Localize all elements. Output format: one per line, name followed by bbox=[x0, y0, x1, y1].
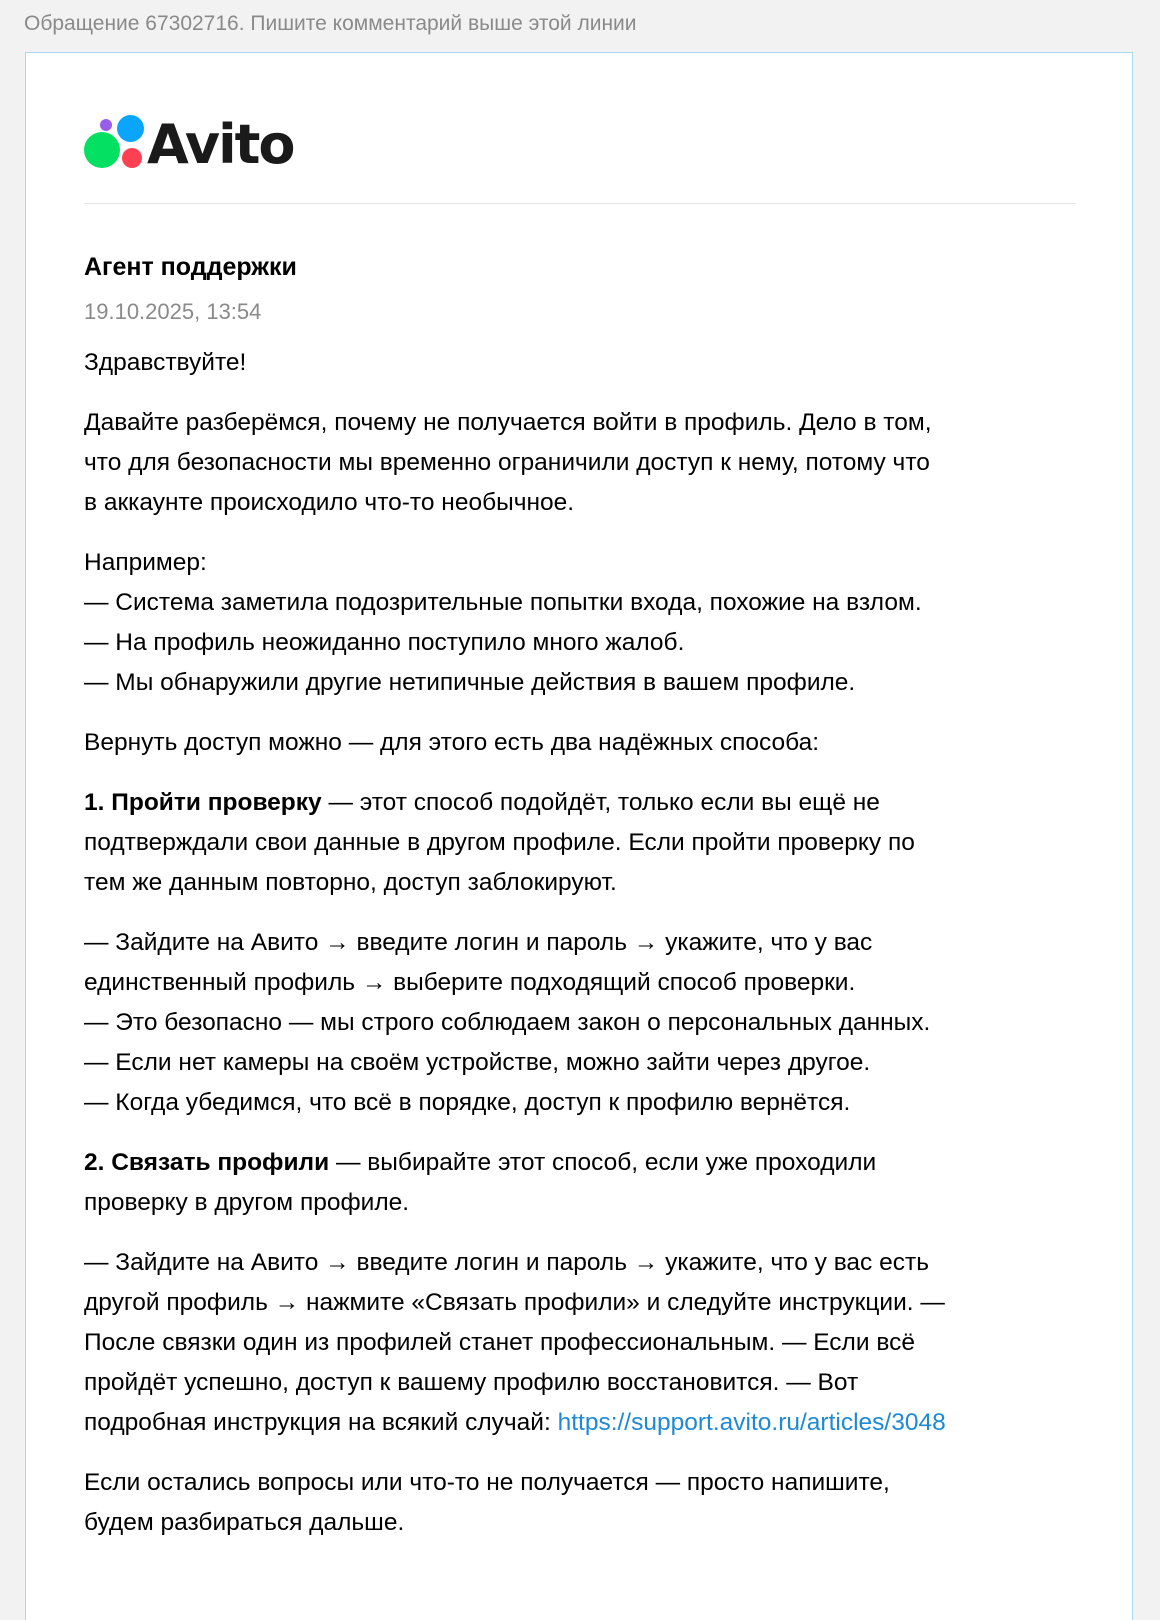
text-line: подробная инструкция на всякий случай: bbox=[84, 1409, 558, 1436]
text-line: — Зайдите на Авито → введите логин и пароль → укажите, что у вас bbox=[84, 929, 873, 956]
text-line: Если остались вопросы или что-то не получается — просто напишите, bbox=[84, 1469, 890, 1496]
text-line: подтверждали свои данные в другом профиле. Если пройти проверку по bbox=[84, 829, 915, 856]
message-text bbox=[84, 343, 1076, 1543]
text-line: пройдёт успешно, доступ к вашему профилю восстановится. — Вот bbox=[84, 1369, 859, 1396]
way2-steps bbox=[84, 1243, 1076, 1443]
ways-intro: Вернуть доступ можно — для этого есть два надёжных способа: bbox=[84, 729, 820, 756]
sender-name: Агент поддержки bbox=[84, 253, 297, 281]
text-line: — Если нет камеры на своём устройстве, можно зайти через другое. bbox=[84, 1049, 871, 1076]
list-item: — Система заметила подозрительные попытки входа, похожие на взлом. bbox=[84, 589, 922, 616]
way1-title: 1. Пройти проверку bbox=[84, 789, 322, 816]
text-line: После связки один из профилей станет профессиональным. — Если всё bbox=[84, 1329, 915, 1356]
header-divider bbox=[84, 203, 1076, 204]
text-line: проверку в другом профиле. bbox=[84, 1189, 410, 1216]
text-line: Например: bbox=[84, 549, 207, 576]
way2-paragraph bbox=[84, 1143, 1076, 1223]
logo-text: Avito bbox=[147, 113, 294, 176]
text-line: что для безопасности мы временно ограничили доступ к нему, потому что bbox=[84, 449, 930, 476]
text-line: Давайте разберёмся, почему не получается войти в профиль. Дело в том, bbox=[84, 409, 932, 436]
examples-paragraph bbox=[84, 543, 1076, 703]
text-line: тем же данным повторно, доступ заблокируют. bbox=[84, 869, 617, 896]
text-line: — выбирайте этот способ, если уже проходили bbox=[329, 1149, 877, 1176]
list-item: — На профиль неожиданно поступило много жалоб. bbox=[84, 629, 685, 656]
greeting: Здравствуйте! bbox=[84, 349, 247, 376]
way1-steps bbox=[84, 923, 1076, 1123]
logo-dot-green bbox=[84, 132, 120, 168]
email-card bbox=[25, 52, 1133, 1620]
text-line: — Это безопасно — мы строго соблюдаем закон о персональных данных. bbox=[84, 1009, 931, 1036]
text-line: — этот способ подойдёт, только если вы ещё не bbox=[321, 789, 880, 816]
message-date: 19.10.2025, 13:54 bbox=[84, 299, 262, 324]
list-item: — Мы обнаружили другие нетипичные действия в вашем профиле. bbox=[84, 669, 856, 696]
text-line: — Зайдите на Авито → введите логин и пароль → укажите, что у вас есть bbox=[84, 1249, 929, 1276]
logo-dot-purple bbox=[100, 119, 112, 131]
way1-paragraph bbox=[84, 783, 1076, 903]
logo-dot-blue bbox=[117, 115, 144, 142]
intro-paragraph bbox=[84, 403, 1076, 523]
avito-logo bbox=[84, 115, 294, 175]
support-article-link[interactable]: https://support.avito.ru/articles/3048 bbox=[557, 1409, 946, 1436]
way2-title: 2. Связать профили bbox=[84, 1149, 330, 1176]
text-line: — Когда убедимся, что всё в порядке, доступ к профилю вернётся. bbox=[84, 1089, 851, 1116]
message-body bbox=[84, 248, 1076, 1543]
closing-paragraph bbox=[84, 1463, 1076, 1543]
avito-logo-icon bbox=[84, 115, 144, 175]
logo-dot-red bbox=[122, 148, 142, 168]
text-line: будем разбираться дальше. bbox=[84, 1509, 405, 1536]
ticket-note: Обращение 67302716. Пишите комментарий выше этой линии bbox=[24, 12, 637, 35]
text-line: единственный профиль → выберите подходящий способ проверки. bbox=[84, 969, 856, 996]
text-line: в аккаунте происходило что-то необычное. bbox=[84, 489, 575, 516]
text-line: другой профиль → нажмите «Связать профили» и следуйте инструкции. — bbox=[84, 1289, 945, 1316]
